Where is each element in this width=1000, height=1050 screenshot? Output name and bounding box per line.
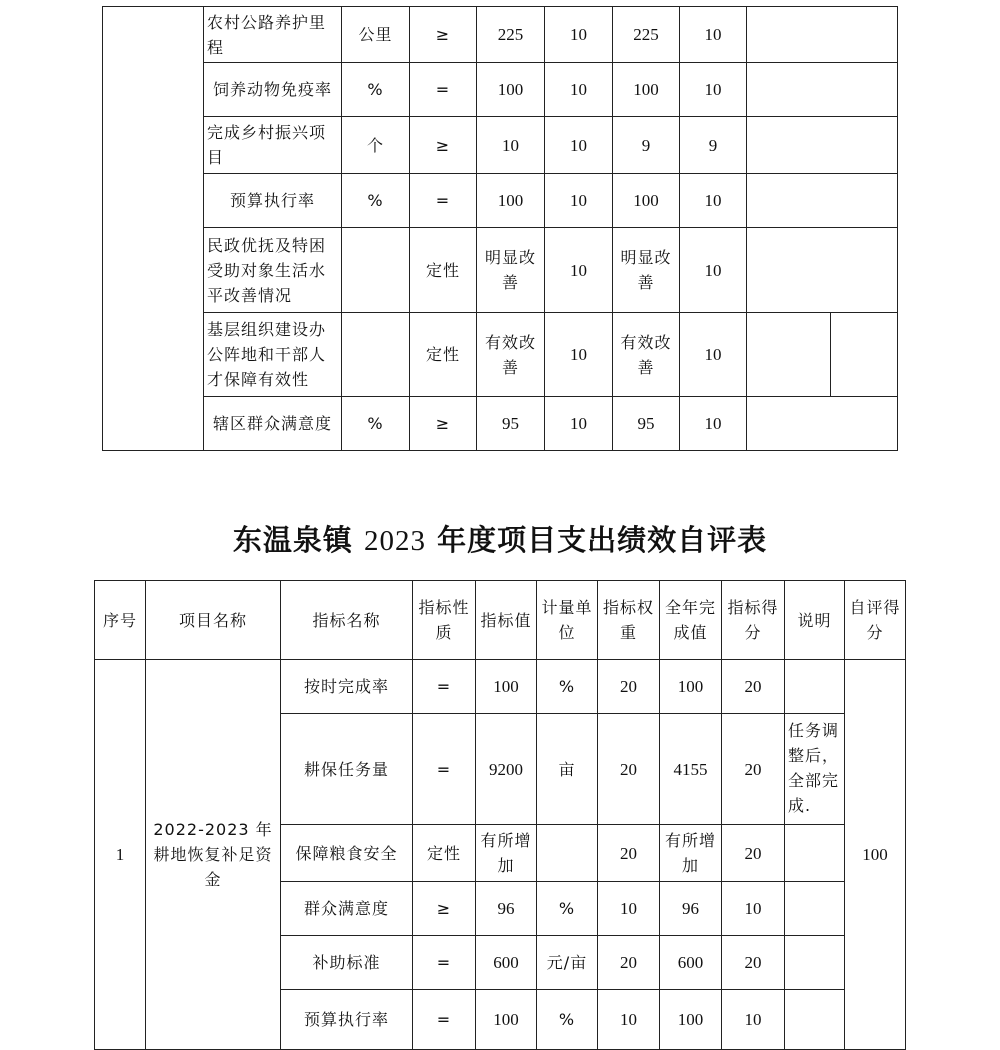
- score-cell: 20: [722, 714, 785, 825]
- table-row: [103, 117, 898, 174]
- indicator-name: 饲养动物免疫率: [204, 63, 342, 117]
- table-row: [103, 397, 898, 451]
- weight-cell: 10: [545, 63, 613, 117]
- score-cell: 10: [680, 313, 747, 397]
- nature-cell: =: [413, 660, 476, 714]
- weight-cell: 10: [598, 882, 660, 936]
- unit-cell: %: [537, 990, 598, 1050]
- header-unit: 计量单位: [537, 581, 598, 660]
- actual-cell: 有效改善: [613, 313, 680, 397]
- indicator-name: 农村公路养护里程: [204, 7, 342, 63]
- nature-cell: =: [413, 714, 476, 825]
- target-cell: 10: [477, 117, 545, 174]
- merged-blank-cell: [103, 7, 204, 451]
- score-cell: 9: [680, 117, 747, 174]
- actual-cell: 9: [613, 117, 680, 174]
- unit-cell: 公里: [342, 7, 410, 63]
- header-row: [95, 581, 906, 660]
- table-row: [103, 313, 898, 397]
- nature-cell: =: [413, 936, 476, 990]
- title-prefix: 东温泉镇: [232, 523, 353, 557]
- note-cell: [785, 882, 845, 936]
- table-row: [103, 63, 898, 117]
- note-cell: [747, 397, 898, 451]
- weight-cell: 20: [598, 936, 660, 990]
- operator-cell: =: [410, 63, 477, 117]
- operator-cell: ≥: [410, 117, 477, 174]
- value-cell: 100: [476, 990, 537, 1050]
- weight-cell: 20: [598, 825, 660, 882]
- target-cell: 95: [477, 397, 545, 451]
- note-cell: [747, 7, 898, 63]
- header-actual: 全年完成值: [660, 581, 722, 660]
- actual-cell: 225: [613, 7, 680, 63]
- note-cell: [747, 313, 831, 397]
- unit-cell: %: [342, 397, 410, 451]
- actual-cell: 有所增加: [660, 825, 722, 882]
- value-cell: 有所增加: [476, 825, 537, 882]
- unit-cell: %: [537, 882, 598, 936]
- weight-cell: 10: [545, 7, 613, 63]
- unit-cell: %: [342, 174, 410, 228]
- indicator-name: 预算执行率: [204, 174, 342, 228]
- value-cell: 100: [476, 660, 537, 714]
- nature-cell: ≥: [413, 882, 476, 936]
- value-cell: 600: [476, 936, 537, 990]
- nature-cell: =: [413, 990, 476, 1050]
- indicator-name: 基层组织建设办公阵地和干部人才保障有效性: [204, 313, 342, 397]
- weight-cell: 10: [545, 313, 613, 397]
- score-cell: 10: [680, 228, 747, 313]
- indicator-name: 预算执行率: [281, 990, 413, 1050]
- indicator-name: 民政优抚及特困受助对象生活水平改善情况: [204, 228, 342, 313]
- project-name-cell: 2022-2023 年耕地恢复补足资金: [146, 660, 281, 1050]
- operator-cell: ≥: [410, 397, 477, 451]
- self-score-cell: 100: [845, 660, 906, 1050]
- title-suffix: 年度项目支出绩效自评表: [437, 523, 768, 557]
- header-weight: 指标权重: [598, 581, 660, 660]
- score-cell: 10: [680, 397, 747, 451]
- weight-cell: 20: [598, 660, 660, 714]
- score-cell: 20: [722, 660, 785, 714]
- weight-cell: 10: [545, 174, 613, 228]
- table-row: [103, 7, 898, 63]
- actual-cell: 100: [613, 63, 680, 117]
- operator-cell: ≥: [410, 7, 477, 63]
- actual-cell: 明显改善: [613, 228, 680, 313]
- unit-cell: [342, 228, 410, 313]
- unit-cell: [342, 313, 410, 397]
- score-cell: 10: [722, 882, 785, 936]
- header-indicator-value: 指标值: [476, 581, 537, 660]
- actual-cell: 95: [613, 397, 680, 451]
- score-cell: 10: [680, 63, 747, 117]
- unit-cell: [537, 825, 598, 882]
- target-cell: 有效改善: [477, 313, 545, 397]
- weight-cell: 10: [545, 228, 613, 313]
- indicator-name: 耕保任务量: [281, 714, 413, 825]
- target-cell: 225: [477, 7, 545, 63]
- title-year: 2023: [364, 525, 426, 557]
- indicator-name: 群众满意度: [281, 882, 413, 936]
- value-cell: 9200: [476, 714, 537, 825]
- target-cell: 明显改善: [477, 228, 545, 313]
- weight-cell: 10: [545, 117, 613, 174]
- weight-cell: 20: [598, 714, 660, 825]
- note-cell: 任务调整后，全部完成.: [785, 714, 845, 825]
- header-indicator-nature: 指标性质: [413, 581, 476, 660]
- score-cell: 10: [680, 7, 747, 63]
- header-project-name: 项目名称: [146, 581, 281, 660]
- note-cell: [785, 936, 845, 990]
- table-row: [95, 660, 906, 714]
- note-cell: [747, 174, 898, 228]
- actual-cell: 100: [660, 990, 722, 1050]
- note-cell: [785, 660, 845, 714]
- score-cell: 10: [722, 990, 785, 1050]
- unit-cell: 元/亩: [537, 936, 598, 990]
- indicator-name: 完成乡村振兴项目: [204, 117, 342, 174]
- actual-cell: 100: [660, 660, 722, 714]
- indicator-name: 补助标准: [281, 936, 413, 990]
- header-seq: 序号: [95, 581, 146, 660]
- performance-self-evaluation-table: [94, 580, 906, 1050]
- unit-cell: %: [342, 63, 410, 117]
- page-title: [0, 518, 1000, 559]
- header-indicator-name: 指标名称: [281, 581, 413, 660]
- weight-cell: 10: [545, 397, 613, 451]
- note-cell: [747, 228, 898, 313]
- header-self-score: 自评得分: [845, 581, 906, 660]
- note-cell: [785, 825, 845, 882]
- actual-cell: 96: [660, 882, 722, 936]
- indicator-table-continued: [102, 6, 898, 451]
- target-cell: 100: [477, 63, 545, 117]
- note-cell: [785, 990, 845, 1050]
- operator-cell: =: [410, 174, 477, 228]
- note-cell: [747, 63, 898, 117]
- score-cell: 20: [722, 936, 785, 990]
- extra-cell: [831, 313, 898, 397]
- operator-cell: 定性: [410, 228, 477, 313]
- actual-cell: 100: [613, 174, 680, 228]
- indicator-name: 辖区群众满意度: [204, 397, 342, 451]
- indicator-name: 保障粮食安全: [281, 825, 413, 882]
- note-cell: [747, 117, 898, 174]
- weight-cell: 10: [598, 990, 660, 1050]
- unit-cell: %: [537, 660, 598, 714]
- table-row: [103, 228, 898, 313]
- value-cell: 96: [476, 882, 537, 936]
- score-cell: 10: [680, 174, 747, 228]
- target-cell: 100: [477, 174, 545, 228]
- table-row: [103, 174, 898, 228]
- actual-cell: 600: [660, 936, 722, 990]
- score-cell: 20: [722, 825, 785, 882]
- operator-cell: 定性: [410, 313, 477, 397]
- nature-cell: 定性: [413, 825, 476, 882]
- header-score: 指标得分: [722, 581, 785, 660]
- seq-cell: 1: [95, 660, 146, 1050]
- unit-cell: 亩: [537, 714, 598, 825]
- actual-cell: 4155: [660, 714, 722, 825]
- indicator-name: 按时完成率: [281, 660, 413, 714]
- unit-cell: 个: [342, 117, 410, 174]
- header-note: 说明: [785, 581, 845, 660]
